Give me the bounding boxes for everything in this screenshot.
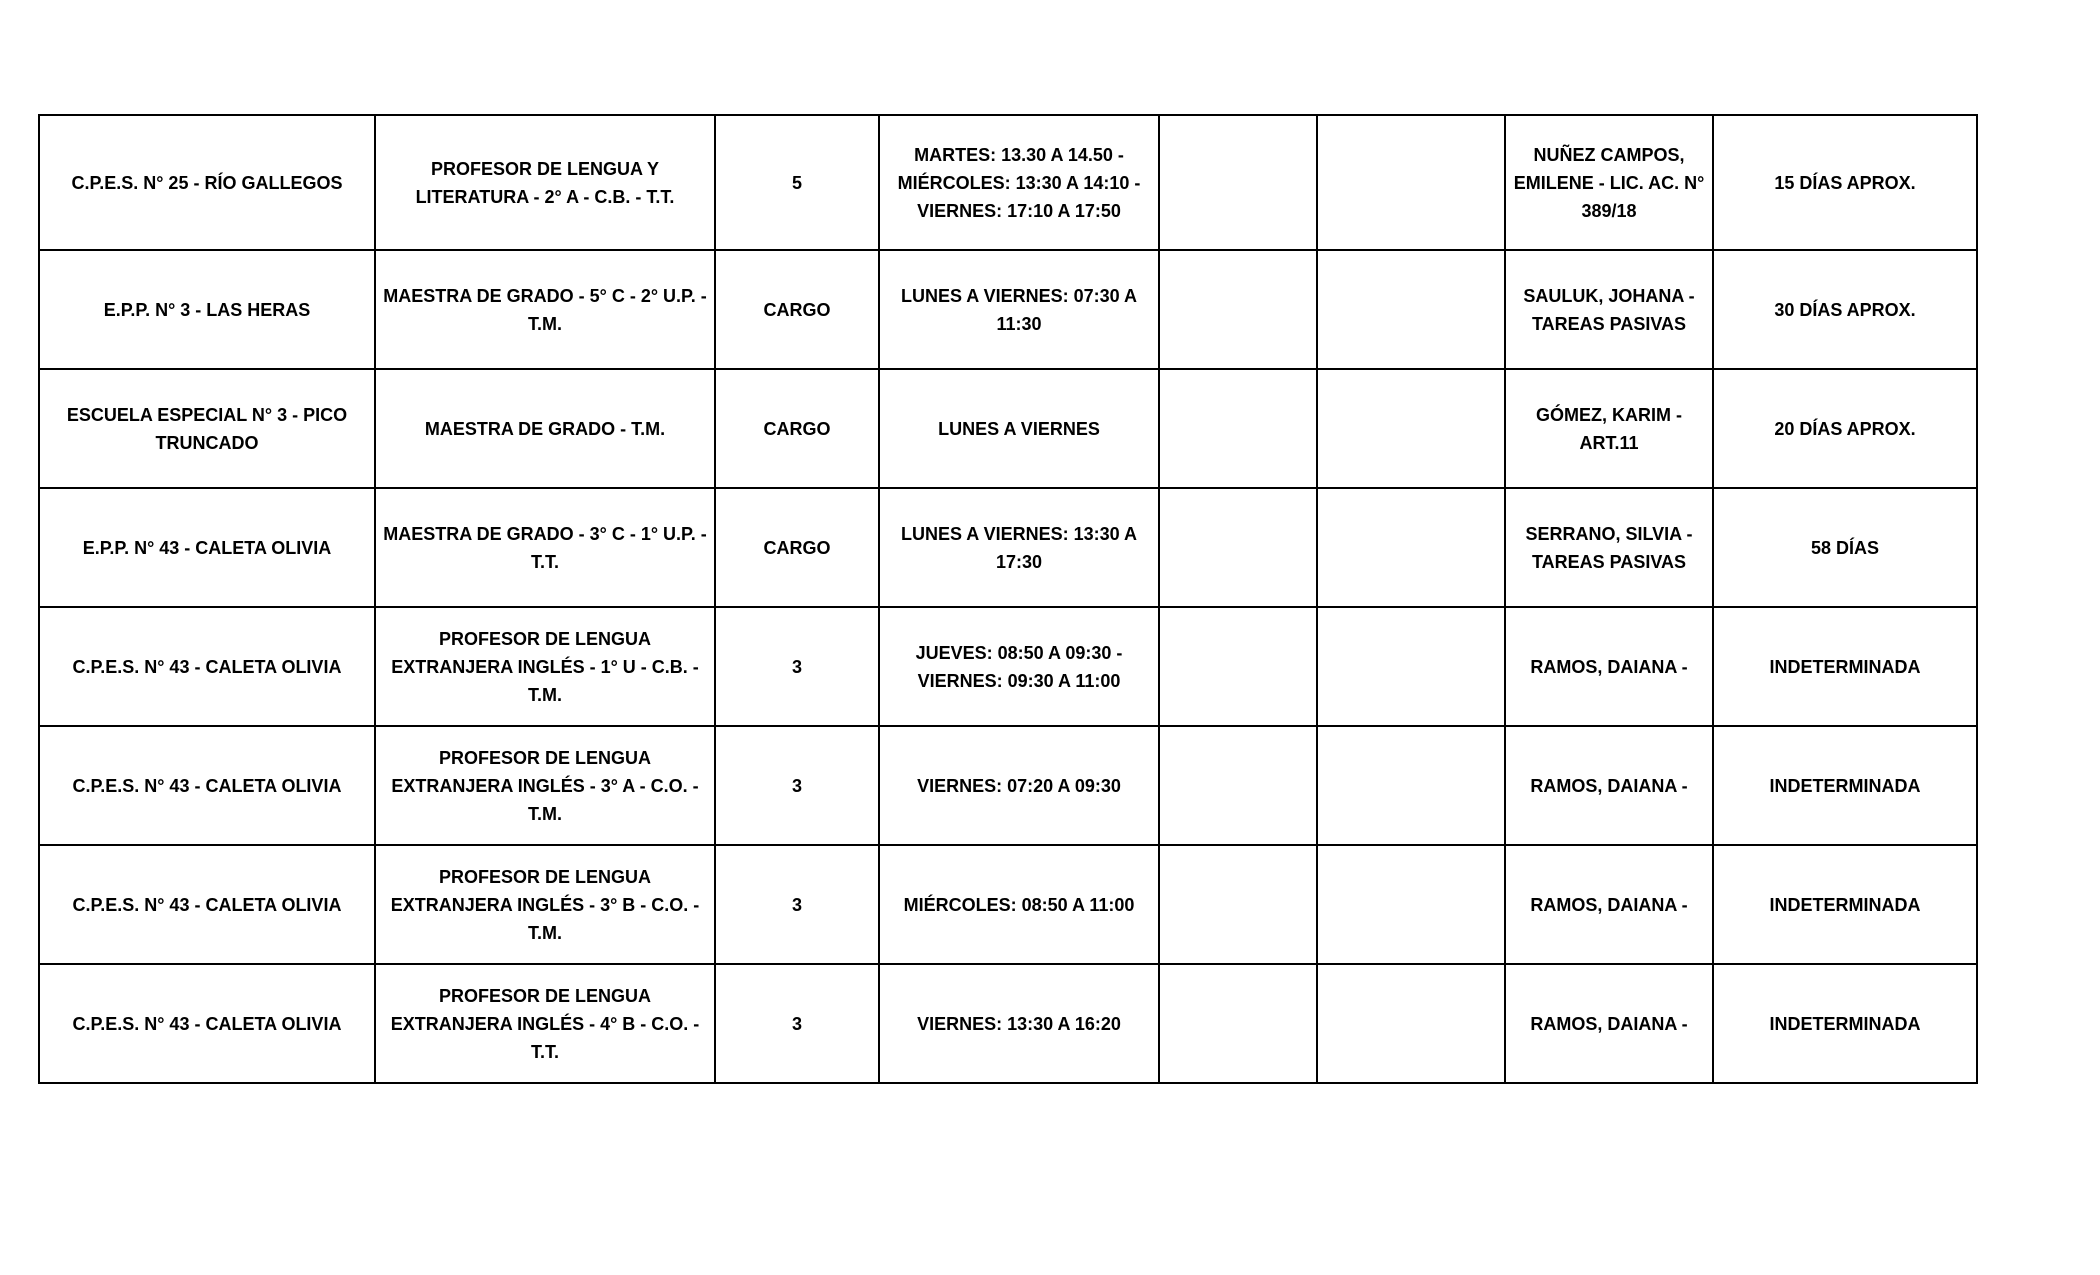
school-cell: E.P.P. N° 43 - CALETA OLIVIA	[39, 488, 375, 607]
teacher-cell: SERRANO, SILVIA - TAREAS PASIVAS	[1505, 488, 1713, 607]
table-row	[39, 726, 1977, 845]
position-cell: PROFESOR DE LENGUA EXTRANJERA INGLÉS - 3° B - C.O. - T.M.	[375, 845, 715, 964]
hours-cell: 3	[715, 607, 879, 726]
schedule-cell: LUNES A VIERNES: 13:30 A 17:30	[879, 488, 1159, 607]
school-cell: C.P.E.S. N° 43 - CALETA OLIVIA	[39, 607, 375, 726]
empty-cell	[1159, 250, 1317, 369]
teacher-cell: RAMOS, DAIANA -	[1505, 726, 1713, 845]
hours-cell: CARGO	[715, 369, 879, 488]
empty-cell	[1317, 607, 1505, 726]
schedule-cell: JUEVES: 08:50 A 09:30 - VIERNES: 09:30 A 11:00	[879, 607, 1159, 726]
school-cell: C.P.E.S. N° 25 - RÍO GALLEGOS	[39, 115, 375, 250]
hours-cell: 3	[715, 726, 879, 845]
empty-cell	[1317, 845, 1505, 964]
table-row	[39, 488, 1977, 607]
position-cell: MAESTRA DE GRADO - 3° C - 1° U.P. - T.T.	[375, 488, 715, 607]
empty-cell	[1317, 488, 1505, 607]
teacher-cell: NUÑEZ CAMPOS, EMILENE - LIC. AC. N° 389/18	[1505, 115, 1713, 250]
empty-cell	[1317, 250, 1505, 369]
table-row	[39, 607, 1977, 726]
position-cell: PROFESOR DE LENGUA Y LITERATURA - 2° A - C.B. - T.T.	[375, 115, 715, 250]
school-cell: C.P.E.S. N° 43 - CALETA OLIVIA	[39, 845, 375, 964]
empty-cell	[1317, 369, 1505, 488]
school-cell: C.P.E.S. N° 43 - CALETA OLIVIA	[39, 726, 375, 845]
school-cell: C.P.E.S. N° 43 - CALETA OLIVIA	[39, 964, 375, 1083]
schedule-cell: MIÉRCOLES: 08:50 A 11:00	[879, 845, 1159, 964]
position-cell: PROFESOR DE LENGUA EXTRANJERA INGLÉS - 1° U - C.B. - T.M.	[375, 607, 715, 726]
position-cell: MAESTRA DE GRADO - T.M.	[375, 369, 715, 488]
table-row	[39, 115, 1977, 250]
empty-cell	[1159, 115, 1317, 250]
table-row	[39, 845, 1977, 964]
duration-cell: INDETERMINADA	[1713, 964, 1977, 1083]
schedule-cell: VIERNES: 07:20 A 09:30	[879, 726, 1159, 845]
duration-cell: 20 DÍAS APROX.	[1713, 369, 1977, 488]
schedule-cell: LUNES A VIERNES	[879, 369, 1159, 488]
school-cell: E.P.P. N° 3 - LAS HERAS	[39, 250, 375, 369]
duration-cell: 15 DÍAS APROX.	[1713, 115, 1977, 250]
table-row	[39, 369, 1977, 488]
empty-cell	[1317, 726, 1505, 845]
hours-cell: CARGO	[715, 250, 879, 369]
teacher-cell: RAMOS, DAIANA -	[1505, 607, 1713, 726]
teacher-cell: RAMOS, DAIANA -	[1505, 845, 1713, 964]
schedule-cell: MARTES: 13.30 A 14.50 - MIÉRCOLES: 13:30 A 14:10 - VIERNES: 17:10 A 17:50	[879, 115, 1159, 250]
hours-cell: 3	[715, 964, 879, 1083]
empty-cell	[1159, 964, 1317, 1083]
duration-cell: 30 DÍAS APROX.	[1713, 250, 1977, 369]
schedule-cell: LUNES A VIERNES: 07:30 A 11:30	[879, 250, 1159, 369]
hours-cell: 3	[715, 845, 879, 964]
empty-cell	[1159, 488, 1317, 607]
teacher-cell: GÓMEZ, KARIM - ART.11	[1505, 369, 1713, 488]
empty-cell	[1317, 115, 1505, 250]
position-cell: MAESTRA DE GRADO - 5° C - 2° U.P. - T.M.	[375, 250, 715, 369]
duration-cell: 58 DÍAS	[1713, 488, 1977, 607]
empty-cell	[1159, 369, 1317, 488]
duration-cell: INDETERMINADA	[1713, 726, 1977, 845]
assignments-table	[38, 114, 1978, 1084]
table-row	[39, 964, 1977, 1083]
teacher-cell: RAMOS, DAIANA -	[1505, 964, 1713, 1083]
schedule-cell: VIERNES: 13:30 A 16:20	[879, 964, 1159, 1083]
teacher-cell: SAULUK, JOHANA - TAREAS PASIVAS	[1505, 250, 1713, 369]
empty-cell	[1159, 607, 1317, 726]
empty-cell	[1159, 726, 1317, 845]
position-cell: PROFESOR DE LENGUA EXTRANJERA INGLÉS - 4° B - C.O. - T.T.	[375, 964, 715, 1083]
duration-cell: INDETERMINADA	[1713, 845, 1977, 964]
table-row	[39, 250, 1977, 369]
hours-cell: 5	[715, 115, 879, 250]
school-cell: ESCUELA ESPECIAL N° 3 - PICO TRUNCADO	[39, 369, 375, 488]
position-cell: PROFESOR DE LENGUA EXTRANJERA INGLÉS - 3° A - C.O. - T.M.	[375, 726, 715, 845]
duration-cell: INDETERMINADA	[1713, 607, 1977, 726]
empty-cell	[1317, 964, 1505, 1083]
hours-cell: CARGO	[715, 488, 879, 607]
empty-cell	[1159, 845, 1317, 964]
